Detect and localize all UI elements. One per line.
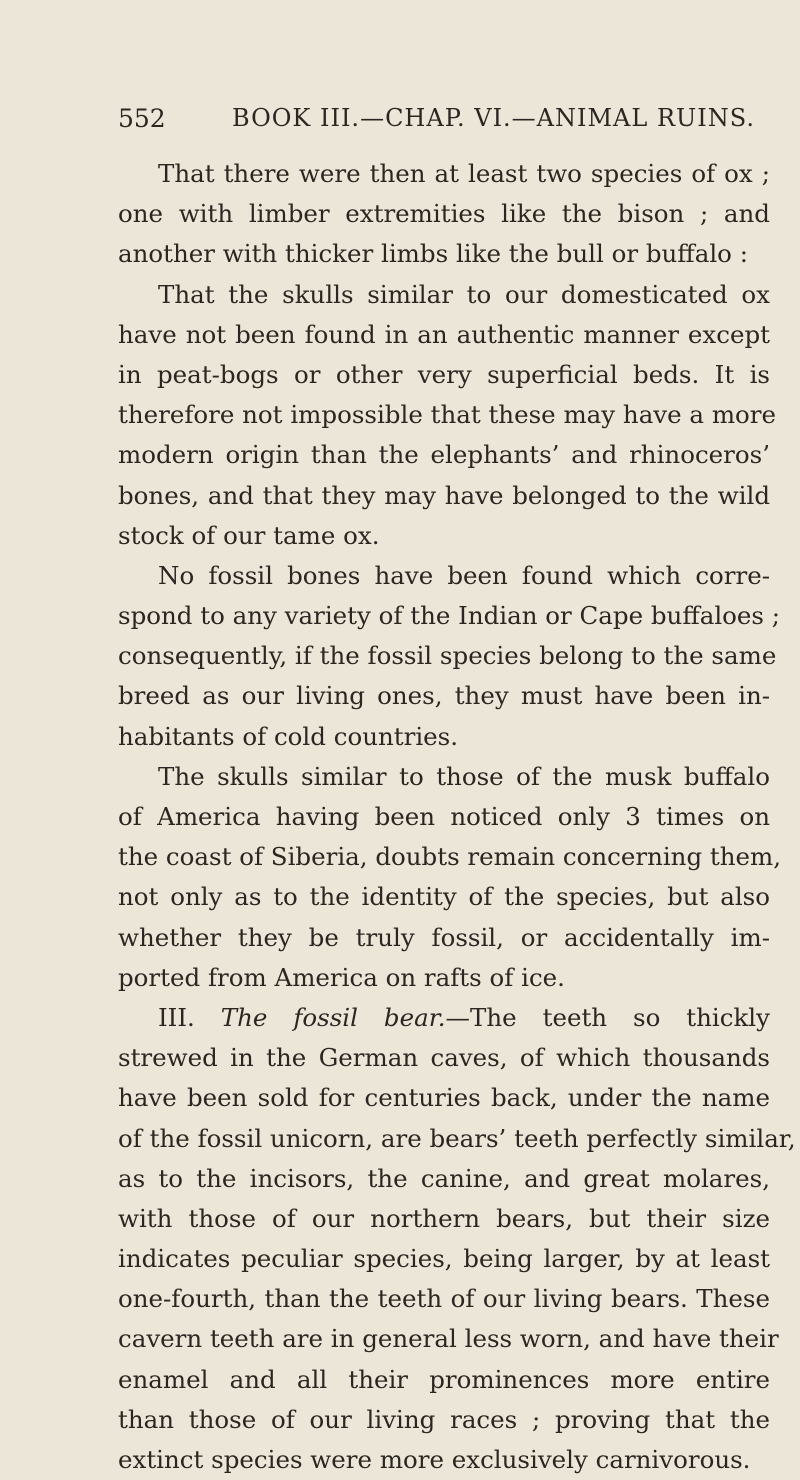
text-line: That there were then at least two species of ox ; xyxy=(158,159,770,188)
text-line: of the fossil unicorn, are bears’ teeth perfectly similar, xyxy=(118,1123,796,1153)
text-line: consequently, if the fossil species belong to the same xyxy=(118,641,777,671)
text-line: whether they be truly fossil, or accidentally im- xyxy=(118,922,770,952)
text-line: bones, and that they may have belonged to the wild xyxy=(118,480,770,510)
text-line: The skulls similar to those of the musk buffalo xyxy=(158,761,770,791)
text-line: the coast of Siberia, doubts remain concerning them, xyxy=(118,842,782,872)
text-line: stock of our tame ox. xyxy=(118,520,380,550)
text-line: in peat-bogs or other very superficial beds. It is xyxy=(118,359,770,389)
text-line: breed as our living ones, they must have been in- xyxy=(118,681,770,711)
running-head: BOOK III.—CHAP. VI.—ANIMAL RUINS. xyxy=(232,104,755,132)
text-line: therefore not impossible that these may have a more xyxy=(118,400,777,430)
text-line: of America having been noticed only 3 times on xyxy=(118,802,770,831)
text-line: have been sold for centuries back, under the name xyxy=(118,1083,770,1113)
text-line: habitants of cold countries. xyxy=(118,721,459,751)
text-line: have not been found in an authentic manner except xyxy=(118,319,770,349)
text-line: enamel and all their prominences more entire xyxy=(118,1364,770,1394)
section-numeral: III. xyxy=(158,1002,195,1032)
section-title: The fossil bear. xyxy=(220,1002,446,1032)
text-line: modern origin than the elephants’ and rhinoceros’ xyxy=(118,440,770,470)
section-heading-rest: —The teeth so thickly xyxy=(445,1002,770,1032)
text-line: strewed in the German caves, of which thousands xyxy=(118,1043,770,1073)
text-line: No fossil bones have been found which corre- xyxy=(158,560,770,590)
text-line: with those of our northern bears, but their size xyxy=(118,1203,770,1233)
body-text xyxy=(118,154,796,1480)
text-line: ported from America on rafts of ice. xyxy=(118,962,565,992)
text-line: That the skulls similar to our domesticated ox xyxy=(158,279,770,309)
text-line: not only as to the identity of the species, but also xyxy=(118,882,770,912)
text-line: spond to any variety of the Indian or Cape buffaloes ; xyxy=(118,601,781,631)
text-line: extinct species were more exclusively carnivorous. xyxy=(118,1445,751,1474)
text-line: indicates peculiar species, being larger, by at least xyxy=(118,1244,770,1274)
page-header xyxy=(118,104,758,144)
text-line: one with limber extremities like the bison ; and xyxy=(118,199,770,229)
section-heading-line xyxy=(118,998,770,1038)
text-line: another with thicker limbs like the bull or buffalo : xyxy=(118,239,748,269)
page-number: 552 xyxy=(118,104,166,133)
text-line: cavern teeth are in general less worn, and have their xyxy=(118,1324,779,1354)
text-line: than those of our living races ; proving that the xyxy=(118,1404,770,1434)
text-line: one-fourth, than the teeth of our living bears. These xyxy=(118,1284,770,1314)
text-line: as to the incisors, the canine, and great molares, xyxy=(118,1163,770,1193)
